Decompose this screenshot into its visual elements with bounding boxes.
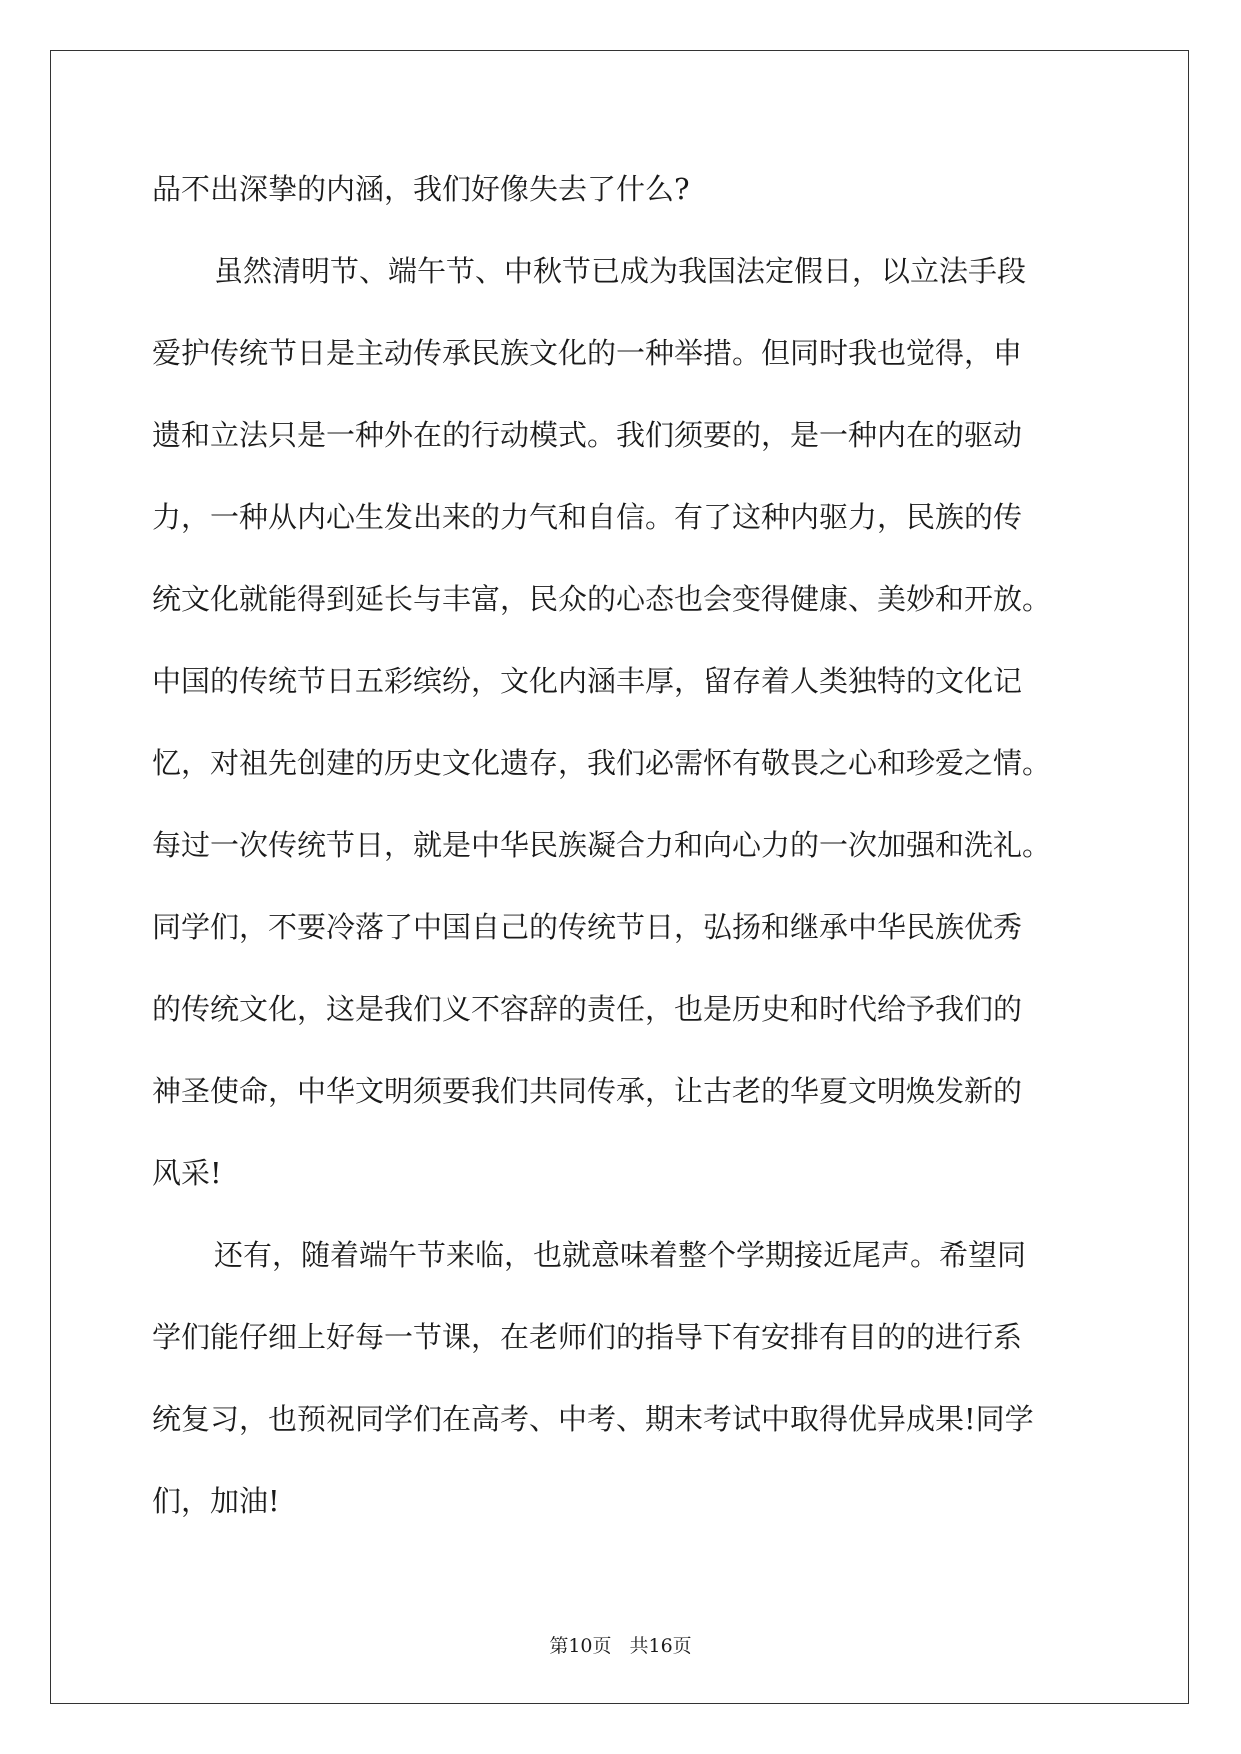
text-line: 每过一次传统节日，就是中华民族凝合力和向心力的一次加强和洗礼。 bbox=[152, 828, 1052, 862]
text-line: 品不出深挚的内涵，我们好像失去了什么? bbox=[152, 172, 690, 206]
text-line: 神圣使命，中华文明须要我们共同传承，让古老的华夏文明焕发新的 bbox=[152, 1074, 1023, 1108]
text-line: 统文化就能得到延长与丰富，民众的心态也会变得健康、美妙和开放。 bbox=[152, 582, 1052, 616]
text-line-paragraph-start: 虽然清明节、端午节、中秋节已成为我国法定假日，以立法手段 bbox=[214, 254, 1027, 288]
document-body bbox=[152, 148, 1087, 1542]
text-line: 遗和立法只是一种外在的行动模式。我们须要的，是一种内在的驱动 bbox=[152, 418, 1023, 452]
text-line: 们，加油! bbox=[152, 1484, 280, 1518]
text-line: 爱护传统节日是主动传承民族文化的一种举措。但同时我也觉得，申 bbox=[152, 336, 1023, 370]
text-line: 忆，对祖先创建的历史文化遗存，我们必需怀有敬畏之心和珍爱之情。 bbox=[152, 746, 1052, 780]
text-line: 中国的传统节日五彩缤纷，文化内涵丰厚，留存着人类独特的文化记 bbox=[152, 664, 1023, 698]
page-total: 共16页 bbox=[629, 1635, 692, 1657]
text-line: 同学们，不要冷落了中国自己的传统节日，弘扬和继承中华民族优秀 bbox=[152, 910, 1023, 944]
text-line: 统复习，也预祝同学们在高考、中考、期末考试中取得优异成果!同学 bbox=[152, 1402, 1034, 1436]
text-line: 力，一种从内心生发出来的力气和自信。有了这种内驱力，民族的传 bbox=[152, 500, 1023, 534]
page-number: 第10页 bbox=[549, 1635, 612, 1657]
text-line-paragraph-start: 还有，随着端午节来临，也就意味着整个学期接近尾声。希望同 bbox=[214, 1238, 1027, 1272]
text-line: 学们能仔细上好每一节课，在老师们的指导下有安排有目的的进行系 bbox=[152, 1320, 1023, 1354]
text-line: 的传统文化，这是我们义不容辞的责任，也是历史和时代给予我们的 bbox=[152, 992, 1023, 1026]
text-line: 风采! bbox=[152, 1156, 222, 1190]
page-footer bbox=[0, 1634, 1241, 1658]
